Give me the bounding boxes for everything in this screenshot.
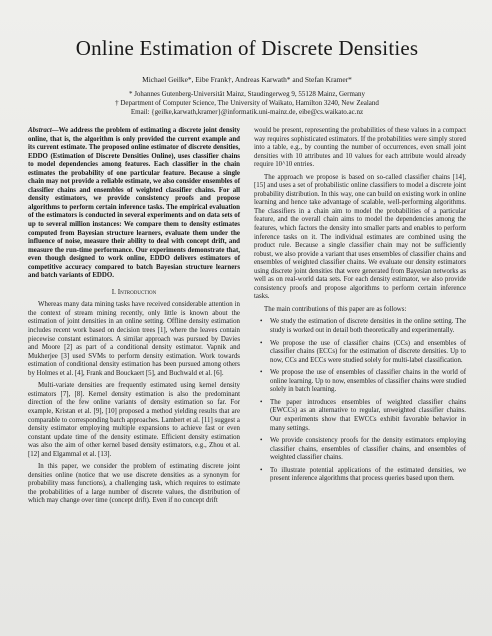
contribution-item: • We study the estimation of discrete densities in the online setting. The study is worked out in detail both theoretically and experimentally.: [270, 318, 466, 335]
right-paragraph-2: The approach we propose is based on so-called classifier chains [14], [15] and uses a set of probabilistic online classifiers to model a discrete joint probability distribution. In this way, one can build on existing work in online learning and hence take advantage of scalable, well-performing algorithms. The classifiers in a chain aim to model the probabilities of a particular feature, and the overall chain aims to model the dependencies among the features, which factors the density into smaller parts and enables to perform inference tasks on it. The individual estimates are combined using the product rule. Because a single classifier chain may not be sufficiently robust, we also provide a variant that uses ensembles of classifier chains and ensembles of weighted classifier chains. We evaluate our density estimators using discrete joint densities that were generated from Bayesian networks as well as on real-world data sets. For each density estimator, we also provide consistency proofs and propose algorithms to perform certain inference tasks.: [254, 173, 466, 301]
contribution-item: • We propose the use of ensembles of classifier chains in the world of online learning. Up to now, ensembles of classifier chains were studied solely in batch learning.: [270, 369, 466, 395]
intro-paragraph-3: In this paper, we consider the problem of estimating discrete joint densities online (notice that we use discrete densities as a synonym for probability mass functions), a challenging task, which requires to estimate the probabilities of a large number of discrete values, the distribution of which may change over time (concept drift). Even if no concept drift: [28, 463, 240, 505]
right-paragraph-3: The main contributions of this paper are as follows:: [264, 305, 407, 313]
affiliation-waikato: † Department of Computer Science, The University of Waikato, Hamilton 3240, New Zealand: [115, 99, 379, 107]
section-heading-introduction: I. Introduction: [111, 287, 157, 296]
contribution-item: • We propose the use of classifier chains (CCs) and ensembles of classifier chains (ECCs) for the estimation of discrete densities. Up to now, CCs and ECCs were studied solely for multi-label classification.: [270, 340, 466, 366]
intro-paragraph-2: Multi-variate densities are frequently estimated using kernel density estimators [7], [8]. Kernel density estimation is also the predominant direction of the few online variants of density estimation so far. For example, Kristan et al. [9], [10] proposed a method yielding results that are comparable to corresponding batch approaches. Lambert et al. [11] suggest a density estimator employing multiple expansions to achieve fast or even constant update time of the density estimate. Efficient density estimation was also the aim of other kernel based density estimators, e.g., Zhou et al. [12] and Elgammal et al. [13].: [28, 382, 240, 458]
affiliations: [28, 90, 466, 117]
affiliation-mainz: * Johannes Gutenberg-Universität Mainz, Staudingerweg 9, 55128 Mainz, Germany: [128, 90, 366, 98]
two-column-body: [28, 127, 466, 510]
intro-paragraph-1: Whereas many data mining tasks have received considerable attention in the context of stream mining recently, only little is known about the estimation of joint densities in an online setting. Offline density estimation includes recent work based on decision trees [1], where the leaves contain piecewise constant estimators. A similar approach was pursued by Davies and Moore [2] as part of a conditional density estimator. Vapnik and Mukherjee [3] used SVMs to perform density estimation. Work towards estimation of conditional density estimation has been pursued among others by Holmes et al. [4], Frank and Bouckaert [5], and Buchwald et al. [6].: [28, 301, 240, 377]
paper-title: Online Estimation of Discrete Densities: [75, 36, 419, 60]
authors-line: Michael Geilke*, Eibe Frank†, Andreas Karwath* and Stefan Kramer*: [142, 75, 352, 84]
affiliation-email: Email: {geilke,karwath,kramer}@informatik.uni-mainz.de, eibe@cs.waikato.ac.nz: [130, 108, 364, 116]
contribution-item: • The paper introduces ensembles of weighted classifier chains (EWCCs) as an alternative to regular, unweighted classifier chains. Our experiments show that EWCCs exhibit favorable behavior in many settings.: [270, 399, 466, 433]
abstract-text: —We address the problem of estimating a discrete joint density online, that is, the algorithm is only provided the current example and its current estimate. The proposed online estimator of discrete densities, EDDO (Estimation of Discrete Densities Online), uses classifier chains to model dependencies among features. Each classifier in the chain estimates the probability of one particular feature. Because a single chain may not provide a reliable estimate, we also consider ensembles of classifier chains and ensembles of weighted classifier chains. For all density estimators, we provide consistency proofs and propose algorithms to perform certain inference tasks. The empirical evaluation of the estimators is conducted in several experiments and on data sets of up to several million instances: We compare them to density estimates computed from Bayesian structure learners, evaluate them under the influence of noise, measure their ability to deal with concept drift, and measure the run-time performance. Our experiments demonstrate that, even though designed to work online, EDDO delivers estimators of competitive accuracy compared to batch Bayesian structure learners and batch variants of EDDO.: [28, 127, 240, 280]
abstract-lead: Abstract: [28, 127, 52, 134]
right-column: [254, 127, 466, 510]
left-column: [28, 127, 240, 510]
abstract: [28, 127, 240, 281]
contribution-item: • We provide consistency proofs for the density estimators employing classifier chains, ensembles of classifier chains, and ensembles of weighted classifier chains.: [270, 437, 466, 463]
contributions-list: [254, 318, 466, 483]
contribution-item: • To illustrate potential applications of the estimated densities, we present inference algorithms that process queries based upon them.: [270, 467, 466, 484]
right-paragraph-1: would be present, representing the probabilities of these values in a compact way requires sophisticated estimators. If the probabilities were simply stored into a table, e.g., by counting the number of occurrences, even small joint densities with 10 attributes and 10 values for each attribute would already require 10^10 entries.: [254, 127, 466, 169]
